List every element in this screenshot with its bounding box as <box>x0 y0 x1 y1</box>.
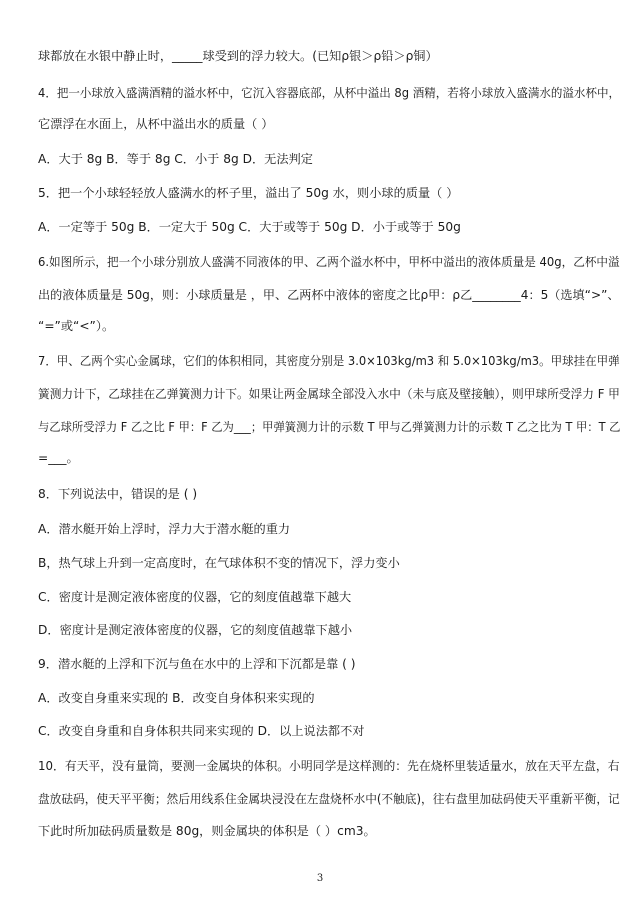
question-4-line-1: 4．把一小球放入盛满酒精的溢水杯中，它沉入容器底部，从杯中溢出 8g 酒精，若将小球放入盛满水的溢水杯中， <box>38 86 620 100</box>
question-9-options-ab: A．改变自身重来实现的 B．改变自身体积来实现的 <box>38 691 315 705</box>
question-8-option-c: C．密度计是测定液体密度的仪器，它的刻度值越靠下越大 <box>38 590 352 604</box>
question-7-line-3: 与乙球所受浮力 F 乙之比 F 甲：F 乙为___；甲弹簧测力计的示数 T 甲与乙弹簧测力计的示数 T 乙之比为 T 甲：T 乙 <box>38 420 621 434</box>
question-8-option-a: A．潜水艇开始上浮时，浮力大于潜水艇的重力 <box>38 522 291 536</box>
question-5-line-1: 5．把一个小球轻轻放人盛满水的杯子里，溢出了 50g 水，则小球的质量（ ） <box>38 186 459 200</box>
question-8-option-d: D．密度计是测定液体密度的仪器，它的刻度值越靠下越小 <box>38 623 353 637</box>
question-9-line-1: 9．潜水艇的上浮和下沉与鱼在水中的上浮和下沉都是靠 ( ) <box>38 657 356 671</box>
question-8-line-1: 8．下列说法中，错误的是 ( ) <box>38 487 198 501</box>
question-8-option-b: B，热气球上升到一定高度时，在气球体积不变的情况下，浮力变小 <box>38 556 400 570</box>
question-4-options: A．大于 8g B．等于 8g C．小于 8g D．无法判定 <box>38 152 313 166</box>
text-line-1: 球都放在水银中静止时，_____球受到的浮力较大。(已知ρ银＞ρ铅＞ρ铜） <box>38 49 438 63</box>
question-5-options: A．一定等于 50g B．一定大于 50g C．大于或等于 50g D．小于或等于 50g <box>38 220 461 234</box>
question-10-line-1: 10．有天平，没有量筒，要测一金属块的体积。小明同学是这样测的：先在烧杯里装适量水，放在天平左盘，右 <box>38 759 620 773</box>
question-7-line-2: 簧测力计下，乙球挂在乙弹簧测力计下。如果让两金属球全部没入水中（未与底及壁接触），则甲球所受浮力 F 甲 <box>38 387 620 401</box>
question-7-line-1: 7．甲、乙两个实心金属球，它们的体积相同，其密度分别是 3.0×103kg/m3 和 5.0×103kg/m3。甲球挂在甲弹 <box>38 354 620 368</box>
question-10-line-2: 盘放砝码，使天平平衡；然后用线系住金属块浸没在左盘烧杯水中(不触底)，往右盘里加砝码使天平重新平衡，记 <box>38 792 620 806</box>
question-4-line-2: 它漂浮在水面上，从杯中溢出水的质量（ ） <box>38 117 274 131</box>
question-10-line-3: 下此时所加砝码质量数是 80g，则金属块的体积是（ ）cm3。 <box>38 824 376 838</box>
question-7-line-4: =___。 <box>38 451 79 465</box>
question-6-line-2: 出的液体质量是 50g，则：小球质量是 ，甲、乙两杯中液体的密度之比ρ甲：ρ乙________4：5（选填“>”、 <box>38 288 620 302</box>
page-number: 3 <box>316 873 324 884</box>
question-9-options-cd: C．改变自身重和自身体积共同来实现的 D．以上说法都不对 <box>38 724 365 738</box>
question-6-line-1: 6.如图所示，把一个小球分别放人盛满不同液体的甲、乙两个溢水杯中，甲杯中溢出的液体质量是 40g，乙杯中溢 <box>38 255 620 269</box>
question-6-line-3: “=”或“<”）。 <box>38 319 115 333</box>
